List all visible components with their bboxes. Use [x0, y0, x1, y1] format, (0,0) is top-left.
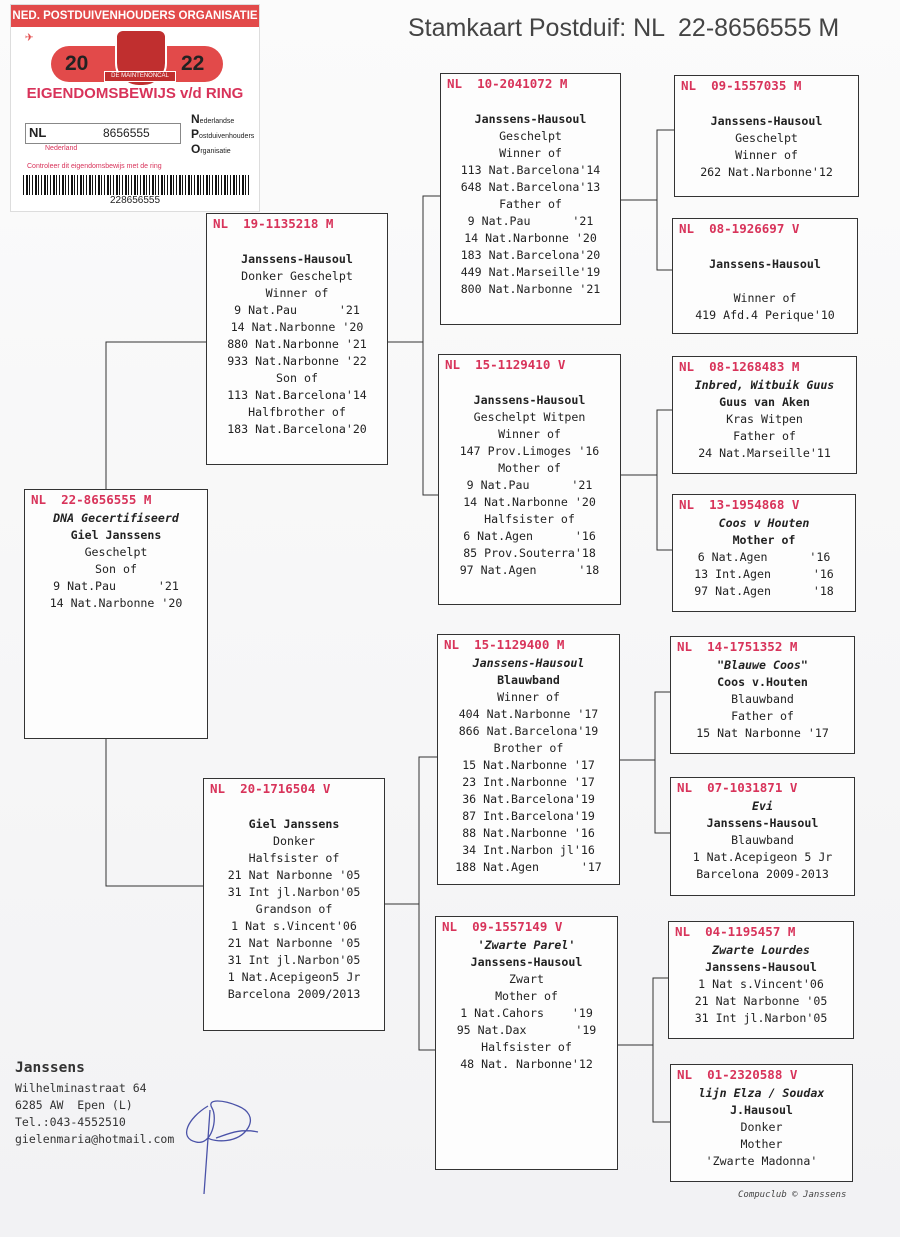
certificate-organisation: NED. POSTDUIVENHOUDERS ORGANISATIE: [11, 5, 259, 27]
pigeon-detail-line: Winner of: [265, 286, 329, 300]
ring-number: NL 10-2041072 M: [447, 76, 568, 91]
pigeon-details: [436, 934, 617, 1073]
npo-letter: O: [191, 142, 201, 156]
pigeon-detail-line: Mother of: [732, 533, 796, 547]
pigeon-details: [207, 231, 387, 438]
pigeon-detail-line: 6 Nat.Agen '16: [463, 529, 596, 543]
footer-credit: Compuclub © Janssens: [738, 1190, 847, 1200]
pigeon-detail-line: Zwart: [509, 972, 544, 986]
pigeon-detail-line: 262 Nat.Narbonne'12: [700, 165, 833, 179]
pigeon-detail-line: 85 Prov.Souterra'18: [463, 546, 596, 560]
pigeon-detail-line: Janssens-Hausoul: [705, 960, 817, 974]
pigeon-detail-line: 'Zwarte Madonna': [705, 1154, 818, 1168]
connector-mf-2: [655, 760, 671, 833]
pigeon-detail-line: Giel Janssens: [248, 817, 340, 831]
connector-mm: [618, 978, 669, 1045]
npo-line: ederlandse: [199, 118, 235, 125]
pigeon-detail-line: Mother: [740, 1137, 783, 1151]
pigeon-detail-line: Father of: [733, 429, 796, 443]
pigeon-detail-line: Coos v Houten: [718, 516, 810, 530]
connector-ff-2: [657, 200, 673, 270]
pigeon-detail-line: 866 Nat.Barcelona'19: [458, 724, 599, 738]
pigeon-card-main: [24, 489, 208, 739]
pigeon-detail-line: Mother of: [495, 989, 558, 1003]
pigeon-card-mm: [435, 916, 618, 1170]
pigeon-detail-line: 1 Nat s.Vincent'06: [231, 919, 357, 933]
page-title: Stamkaart Postduif: NL 22-8656555 M: [408, 14, 840, 42]
pigeon-detail-line: 31 Int jl.Narbon'05: [227, 885, 361, 899]
pigeon-detail-line: Winner of: [498, 427, 561, 441]
pigeon-detail-line: "Blauwe Coos": [717, 658, 808, 672]
connector-fm-2: [657, 475, 673, 550]
pigeon-detail-line: [673, 239, 857, 256]
pigeon-detail-line: lijn Elza / Soudax: [698, 1086, 825, 1100]
pigeon-detail-line: Geschelpt: [499, 129, 562, 143]
pigeon-details: [673, 374, 856, 462]
pigeon-detail-line: Janssens-Hausoul: [472, 656, 585, 670]
handwritten-signature: [178, 1098, 268, 1198]
ring-number: NL 07-1031871 V: [677, 780, 798, 795]
pigeon-detail-line: Janssens-Hausoul: [474, 112, 587, 126]
pigeon-detail-line: 113 Nat.Barcelona'14: [227, 388, 367, 402]
pigeon-card-ff: [440, 73, 621, 325]
pigeon-card-fmf: [672, 356, 857, 474]
pigeon-details: [673, 512, 855, 600]
pigeon-card-father: [206, 213, 388, 465]
pigeon-detail-line: 449 Nat.Marseille'19: [460, 265, 601, 279]
pigeon-detail-line: [204, 799, 384, 816]
pigeon-detail-line: 1 Nat.Cahors '19: [460, 1006, 593, 1020]
year-right: 22: [181, 52, 205, 75]
pigeon-detail-line: Janssens-Hausoul: [706, 816, 819, 830]
pigeon-detail-line: Son of: [276, 371, 318, 385]
pigeon-details: [439, 372, 620, 579]
ring-number: NL 09-1557035 M: [681, 78, 802, 93]
pigeon-details: [673, 236, 857, 324]
pigeon-detail-line: 1 Nat s.Vincent'06: [698, 977, 824, 991]
connector-mm-2: [653, 1045, 671, 1122]
certificate-ring-number: 8656555: [103, 126, 150, 140]
ring-number: NL 22-8656555 M: [31, 492, 152, 507]
npo-letter: N: [191, 112, 200, 126]
connector-main-parents: [106, 342, 207, 492]
pigeon-detail-line: 9 Nat.Pau '21: [53, 579, 179, 593]
pigeon-detail-line: 183 Nat.Barcelona'20: [460, 248, 601, 262]
pigeon-detail-line: Halfsister of: [248, 851, 340, 865]
pigeon-detail-line: Winner of: [499, 146, 562, 160]
owner-name: Janssens: [15, 1060, 85, 1076]
pigeon-detail-line: Donker: [740, 1120, 783, 1134]
pigeon-detail-line: [675, 96, 858, 113]
pigeon-detail-line: 21 Nat Narbonne '05: [694, 994, 828, 1008]
pigeon-detail-line: 113 Nat.Barcelona'14: [460, 163, 601, 177]
pigeon-details: [671, 654, 854, 742]
pigeon-detail-line: 9 Nat.Pau '21: [467, 214, 594, 228]
pigeon-detail-line: Winner of: [733, 291, 797, 305]
pigeon-detail-line: J.Hausoul: [730, 1103, 793, 1117]
pigeon-detail-line: 34 Int.Narbon jl'16: [462, 843, 595, 857]
ring-number: NL 08-1268483 M: [679, 359, 800, 374]
pigeon-detail-line: 97 Nat.Agen '18: [459, 563, 600, 577]
pigeon-detail-line: Giel Janssens: [70, 528, 162, 542]
pigeon-detail-line: 'Zwarte Parel': [477, 938, 576, 952]
connector-main-mother: [106, 738, 203, 886]
pigeon-detail-line: 95 Nat.Dax '19: [456, 1023, 597, 1037]
pigeon-card-fmm: [672, 494, 856, 612]
connector-mother-2: [419, 904, 435, 1050]
pigeon-detail-line: 404 Nat.Narbonne '17: [458, 707, 599, 721]
pigeon-detail-line: Halfsister of: [481, 1040, 572, 1054]
pigeon-detail-line: Halfbrother of: [248, 405, 346, 419]
ownership-certificate: [10, 4, 260, 212]
npo-block: [191, 113, 254, 158]
pigeon-detail-line: Barcelona 2009-2013: [696, 867, 829, 881]
pigeon-detail-line: Barcelona 2009/2013: [227, 987, 361, 1001]
ring-number: NL 15-1129410 V: [445, 357, 566, 372]
ring-number: NL 19-1135218 M: [213, 216, 334, 231]
ring-number: NL 13-1954868 V: [679, 497, 800, 512]
pigeon-detail-line: Grandson of: [255, 902, 333, 916]
pigeon-card-fff: [674, 75, 859, 197]
pigeon-card-ffm: [672, 218, 858, 334]
connector-fm: [621, 410, 673, 475]
pigeon-detail-line: 97 Nat.Agen '18: [694, 584, 834, 598]
owner-address: Wilhelminastraat 64: [15, 1081, 147, 1095]
pigeon-detail-line: Donker Geschelpt: [241, 269, 353, 283]
pigeon-detail-line: 419 Afd.4 Perique'10: [695, 308, 835, 322]
pigeon-detail-line: 23 Int.Narbonne '17: [462, 775, 595, 789]
pigeon-details: [25, 507, 207, 612]
pigeon-detail-line: Donker: [273, 834, 315, 848]
owner-phone: Tel.:043-4552510: [15, 1115, 126, 1129]
pigeon-detail-line: 1 Nat.Acepigeon5 Jr: [227, 970, 361, 984]
pigeon-details: [441, 91, 620, 298]
pigeon-detail-line: Kras Witpen: [726, 412, 803, 426]
pigeon-detail-line: Zwarte Lourdes: [712, 943, 810, 957]
certificate-country: NL: [29, 125, 47, 140]
pigeon-detail-line: Father of: [731, 709, 794, 723]
pigeon-detail-line: Brother of: [493, 741, 564, 755]
pigeon-card-mfm: [670, 777, 855, 896]
pigeon-card-mmf: [668, 921, 854, 1039]
pigeon-detail-line: Winner of: [735, 148, 798, 162]
pigeon-detail-line: 14 Nat.Narbonne '20: [49, 596, 183, 610]
pigeon-details: [669, 939, 853, 1027]
connector-mother: [385, 757, 437, 904]
ring-number: NL 08-1926697 V: [679, 221, 800, 236]
pigeon-detail-line: Geschelpt: [735, 131, 798, 145]
pigeon-detail-line: Winner of: [497, 690, 560, 704]
pigeon-details: [675, 93, 858, 181]
pigeon-detail-line: Father of: [499, 197, 562, 211]
pigeon-detail-line: Inbred, Witbuik Guus: [694, 378, 835, 392]
pigeon-detail-line: 24 Nat.Marseille'11: [698, 446, 831, 460]
npo-letter: P: [191, 127, 200, 141]
ring-number: NL 14-1751352 M: [677, 639, 798, 654]
pigeon-detail-line: 36 Nat.Barcelona'19: [462, 792, 595, 806]
year-left: 20: [65, 52, 89, 75]
pigeon-detail-line: Janssens-Hausoul: [710, 114, 823, 128]
barcode: [23, 175, 249, 195]
ring-number: NL 04-1195457 M: [675, 924, 796, 939]
pigeon-detail-line: 648 Nat.Barcelona'13: [460, 180, 601, 194]
pigeon-detail-line: Son of: [95, 562, 137, 576]
pigeon-card-mf: [437, 634, 620, 885]
pigeon-detail-line: 14 Nat.Narbonne '20: [463, 495, 596, 509]
pigeon-detail-line: Geschelpt: [84, 545, 148, 559]
ring-number: NL 20-1716504 V: [210, 781, 331, 796]
pigeon-detail-line: 88 Nat.Narbonne '16: [462, 826, 595, 840]
pigeon-detail-line: 87 Int.Barcelona'19: [462, 809, 595, 823]
connector-father-2: [423, 342, 439, 495]
ring-number: NL 09-1557149 V: [442, 919, 563, 934]
pigeon-detail-line: Mother of: [498, 461, 561, 475]
pigeon-detail-line: Janssens-Hausoul: [709, 257, 821, 271]
pigeon-detail-line: 6 Nat.Agen '16: [697, 550, 831, 564]
pigeon-detail-line: Janssens-Hausoul: [470, 955, 583, 969]
pigeon-detail-line: [673, 273, 857, 290]
pigeon-detail-line: Janssens-Hausoul: [241, 252, 353, 266]
pigeon-detail-line: 183 Nat.Barcelona'20: [227, 422, 367, 436]
certificate-heading: EIGENDOMSBEWIJS v/d RING: [26, 85, 244, 102]
dove-icon: ✈: [25, 29, 34, 45]
connector-mf: [620, 692, 671, 760]
pigeon-detail-line: 800 Nat.Narbonne '21: [460, 282, 601, 296]
npo-line: ostduivenhouders: [199, 133, 255, 140]
pigeon-detail-line: [439, 375, 620, 392]
certificate-control-text: Controleer dit eigendomsbewijs met de ring: [27, 163, 162, 170]
pigeon-detail-line: 14 Nat.Narbonne '20: [464, 231, 597, 245]
certificate-ribbon: DE MAINTENONCAL: [104, 71, 176, 82]
pigeon-detail-line: 21 Nat Narbonne '05: [227, 868, 361, 882]
pigeon-card-mff: [670, 636, 855, 754]
pigeon-card-mmm: [670, 1064, 853, 1182]
pigeon-detail-line: 1 Nat.Acepigeon 5 Jr: [692, 850, 833, 864]
pigeon-detail-line: 15 Nat Narbonne '17: [696, 726, 829, 740]
connector-ff: [621, 130, 675, 200]
pigeon-detail-line: Evi: [752, 799, 773, 813]
pigeon-detail-line: Halfsister of: [484, 512, 575, 526]
pigeon-detail-line: Blauwband: [731, 692, 794, 706]
pigeon-detail-line: 188 Nat.Agen '17: [455, 860, 602, 874]
pigeon-detail-line: 21 Nat Narbonne '05: [227, 936, 361, 950]
pigeon-detail-line: Blauwband: [731, 833, 794, 847]
pigeon-detail-line: Janssens-Hausoul: [473, 393, 586, 407]
pigeon-detail-line: 48 Nat. Narbonne'12: [460, 1057, 593, 1071]
owner-email: gielenmaria@hotmail.com: [15, 1132, 175, 1146]
pigeon-detail-line: 933 Nat.Narbonne '22: [227, 354, 367, 368]
pigeon-detail-line: 31 Int jl.Narbon'05: [227, 953, 361, 967]
pigeon-details: [204, 796, 384, 1003]
pigeon-detail-line: 15 Nat.Narbonne '17: [462, 758, 595, 772]
ring-number: NL 15-1129400 M: [444, 637, 565, 652]
pigeon-detail-line: 880 Nat.Narbonne '21: [227, 337, 367, 351]
pigeon-detail-line: Coos v.Houten: [717, 675, 808, 689]
connector-father: [387, 196, 441, 342]
pigeon-detail-line: Geschelpt Witpen: [473, 410, 586, 424]
ring-number: NL 01-2320588 V: [677, 1067, 798, 1082]
pigeon-detail-line: DNA Gecertifiseerd: [53, 511, 179, 525]
owner-block: [15, 1060, 174, 1148]
pigeon-detail-line: 31 Int jl.Narbon'05: [694, 1011, 828, 1025]
owner-postcode: 6285 AW Epen (L): [15, 1098, 133, 1112]
pigeon-card-fm: [438, 354, 621, 605]
pigeon-details: [671, 1082, 852, 1170]
pigeon-detail-line: 9 Nat.Pau '21: [234, 303, 360, 317]
pigeon-detail-line: Guus van Aken: [719, 395, 810, 409]
pigeon-detail-line: 9 Nat.Pau '21: [466, 478, 593, 492]
pigeon-detail-line: 147 Prov.Limoges '16: [459, 444, 600, 458]
pigeon-detail-line: [441, 94, 620, 111]
pigeon-card-mother: [203, 778, 385, 1031]
npo-line: rganisatie: [200, 148, 231, 155]
pigeon-details: [671, 795, 854, 883]
pigeon-detail-line: 14 Nat.Narbonne '20: [230, 320, 364, 334]
certificate-country-name: Nederland: [45, 145, 78, 152]
pigeon-detail-line: [207, 234, 387, 251]
pigeon-detail-line: 13 Int.Agen '16: [694, 567, 834, 581]
pigeon-details: [438, 652, 619, 876]
pigeon-detail-line: Blauwband: [497, 673, 560, 687]
barcode-number: 228656555: [109, 195, 161, 206]
